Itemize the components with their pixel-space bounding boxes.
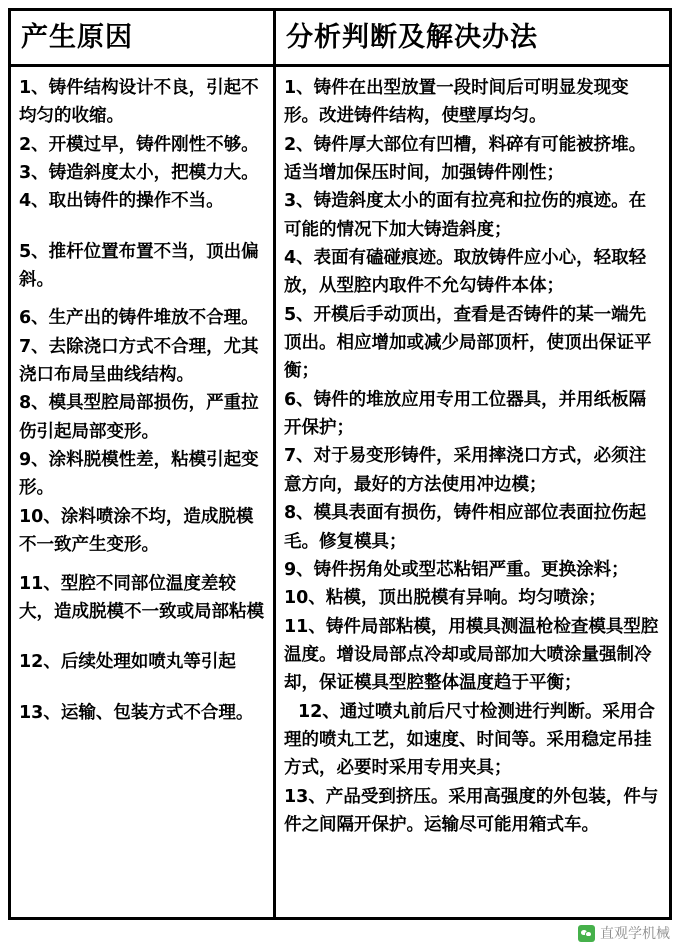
list-item: 1、铸件结构设计不良，引起不均匀的收缩。 — [19, 78, 259, 127]
cause-analysis-table — [8, 8, 672, 920]
list-item: 2、铸件厚大部位有凹槽，料碎有可能被挤堆。适当增加保压时间，加强铸件刚性； — [284, 134, 647, 184]
list-item: 6、生产出的铸件堆放不合理。 — [19, 308, 259, 329]
list-item: 11、铸件局部粘模，用模具测温枪检查模具型腔温度。增设局部点冷却或局部加大喷涂量强制冷却，保证模具型腔整体温度趋于平衡； — [284, 616, 659, 694]
list-item: 8、模具型腔局部损伤，严重拉伤引起局部变形。 — [19, 393, 259, 442]
list-item: 5、推杆位置布置不当，顶出偏斜。 — [19, 241, 259, 291]
list-item: 7、去除浇口方式不合理，尤其浇口布局呈曲线结构。 — [19, 336, 259, 386]
list-item: 12、后续处理如喷丸等引起 — [19, 652, 236, 673]
list-item: 10、粘模，顶出脱模有异响。均匀喷涂； — [284, 588, 606, 609]
table-column-analysis — [276, 11, 669, 917]
column-body-analysis — [276, 67, 669, 917]
column-body-causes — [11, 67, 273, 917]
list-item: 4、取出铸件的操作不当。 — [19, 191, 224, 212]
column-header-analysis: 分析判断及解决办法 — [276, 11, 669, 67]
spacer — [19, 294, 265, 304]
list-item: 7、对于易变形铸件，采用摔浇口方式，必须注意方向，最好的方法使用冲边模； — [284, 446, 647, 495]
page-footer — [0, 920, 680, 946]
spacer — [19, 560, 265, 570]
list-item: 12、通过喷丸前后尺寸检测进行判断。采用合理的喷丸工艺，如速度、时间等。采用稳定吊挂方式，必要时采用专用夹具； — [284, 701, 655, 779]
list-item: 10、涂料喷涂不均，造成脱模不一致产生变形。 — [19, 506, 254, 556]
list-item: 4、表面有磕碰痕迹。取放铸件应小心，轻取轻放，从型腔内取件不允勾铸件本体； — [284, 248, 647, 297]
list-item: 5、开模后手动顶出，查看是否铸件的某一端先顶出。相应增加或减少局部顶杆，使顶出保证平衡； — [284, 304, 652, 382]
list-item: 11、型腔不同部位温度差较大，造成脱模不一致或局部粘模 — [19, 573, 264, 622]
watermark-label: 直观学机械 — [600, 926, 670, 942]
list-item: 2、开模过早，铸件刚性不够。 — [19, 134, 259, 155]
list-item: 1、铸件在出型放置一段时间后可明显发现变形。改进铸件结构，使壁厚均匀。 — [284, 78, 629, 127]
list-item: 3、铸造斜度太小，把模力大。 — [19, 163, 259, 184]
watermark — [578, 923, 670, 943]
list-item: 9、涂料脱模性差，粘模引起变形。 — [19, 450, 259, 499]
table-grid — [11, 11, 669, 917]
spacer — [19, 216, 265, 238]
spacer — [19, 677, 265, 699]
wechat-icon — [578, 925, 595, 942]
list-item: 13、运输、包装方式不合理。 — [19, 702, 254, 723]
list-item: 6、铸件的堆放应用专用工位器具，并用纸板隔开保护； — [284, 389, 647, 439]
list-item: 13、产品受到挤压。采用高强度的外包装，件与件之间隔开保护。运输尽可能用箱式车。 — [284, 786, 659, 835]
spacer — [19, 626, 265, 648]
list-item: 3、铸造斜度太小的面有拉亮和拉伤的痕迹。在可能的情况下加大铸造斜度； — [284, 191, 647, 240]
column-header-causes: 产生原因 — [11, 11, 273, 67]
list-item: 9、铸件拐角处或型芯粘铝严重。更换涂料； — [284, 559, 629, 580]
table-column-causes — [11, 11, 276, 917]
list-item: 8、模具表面有损伤，铸件相应部位表面拉伤起毛。修复模具； — [284, 503, 647, 552]
